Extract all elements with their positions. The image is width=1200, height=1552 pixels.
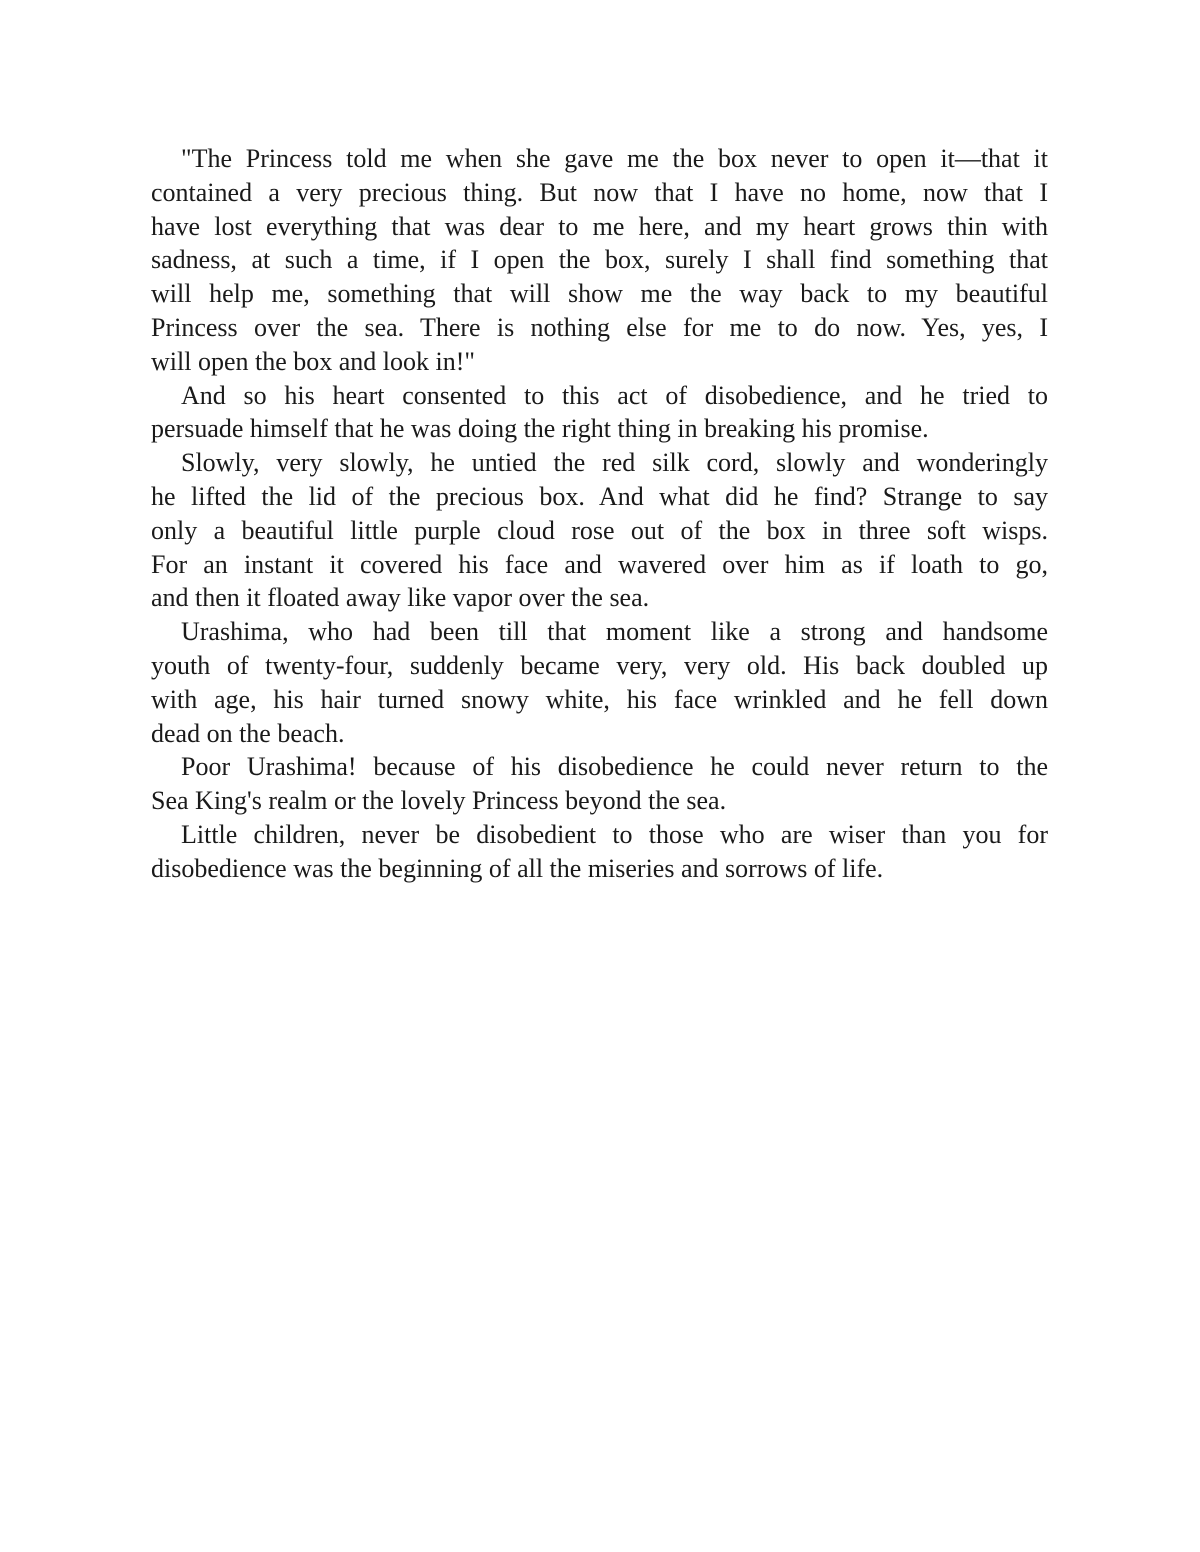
paragraph-disobedience: [151, 379, 1048, 447]
text-line: Slowly, very slowly, he untied the red silk cord, slowly and wonderingly: [181, 448, 1048, 478]
paragraph-moral: [151, 818, 1048, 886]
text-line: only a beautiful little purple cloud rose out of the box in three soft wisps.: [151, 515, 1048, 545]
text-line: And so his heart consented to this act of disobedience, and he tried to: [181, 380, 1048, 410]
text-line: with age, his hair turned snowy white, his face wrinkled and he fell down: [151, 684, 1048, 714]
document-page: [151, 142, 1048, 886]
paragraph-opening-box: [151, 446, 1048, 615]
paragraph-box-decision: [151, 142, 1048, 379]
paragraph-poor-urashima: [151, 750, 1048, 818]
text-line: Urashima, who had been till that moment like a strong and handsome: [181, 617, 1048, 647]
text-line: persuade himself that he was doing the right thing in breaking his promise.: [151, 414, 929, 444]
text-line: he lifted the lid of the precious box. And what did he find? Strange to say: [151, 481, 1048, 511]
text-line: will help me, something that will show me the way back to my beautiful: [151, 279, 1048, 309]
text-line: contained a very precious thing. But now that I have no home, now that I: [151, 177, 1048, 207]
text-line: have lost everything that was dear to me here, and my heart grows thin with: [151, 211, 1048, 241]
text-line: sadness, at such a time, if I open the box, surely I shall find something that: [151, 245, 1048, 275]
text-line: "The Princess told me when she gave me the box never to open it—that it: [181, 144, 1048, 173]
text-line: For an instant it covered his face and wavered over him as if loath to go,: [151, 549, 1048, 579]
text-line: Little children, never be disobedient to those who are wiser than you for: [181, 819, 1048, 849]
text-line: youth of twenty-four, suddenly became very, very old. His back doubled up: [151, 650, 1048, 680]
paragraph-aging: [151, 615, 1048, 750]
text-line: dead on the beach.: [151, 718, 345, 748]
text-line: Princess over the sea. There is nothing else for me to do now. Yes, yes, I: [151, 312, 1048, 342]
text-line: will open the box and look in!": [151, 346, 476, 376]
text-line: and then it floated away like vapor over the sea.: [151, 583, 650, 613]
text-line: Sea King's realm or the lovely Princess beyond the sea.: [151, 786, 727, 816]
text-line: Poor Urashima! because of his disobedience he could never return to the: [181, 752, 1048, 782]
text-line: disobedience was the beginning of all the miseries and sorrows of life.: [151, 853, 884, 883]
